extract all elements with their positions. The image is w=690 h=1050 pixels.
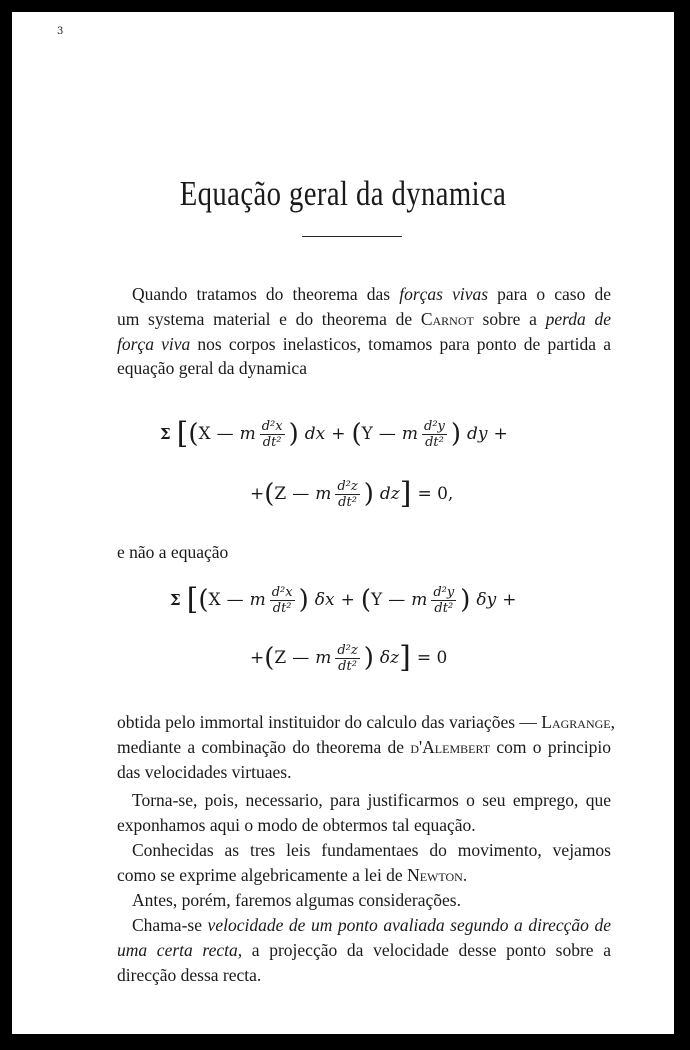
book-page (12, 12, 674, 1034)
fraction: $\frac{\text{d²z}}{\text{dt²}}$ (337, 642, 358, 674)
text-line: como se exprime algebricamente a lei de Newton. (117, 864, 468, 885)
equation-2-line-1: Σ [ ( X — m $\frac{\text{d²x}}{\text{dt²}}$ ) δx + ( Y — m $\frac{\text{d²y}}{\text{dt²}}$ ) δy + (170, 582, 517, 617)
text-line: equação geral da dynamica (117, 358, 307, 379)
paragraph-between: e não a equação (117, 542, 229, 562)
text-line: Torna-se, pois, necessario, para justificarmos o seu emprego, que (132, 790, 611, 810)
title-divider (302, 236, 402, 237)
text-line: força viva nos corpos inelasticos, tomamos para ponto de partida a (117, 333, 611, 354)
page-marker: 3 (57, 26, 64, 37)
paragraph-intro (117, 282, 611, 381)
text-line: mediante a combinação do theorema de d'Alembert com o principio (117, 736, 611, 757)
paragraph-newton (117, 838, 611, 888)
sigma-symbol: Σ (160, 425, 171, 443)
text-line: Quando tratamos do theorema das forças vivas para o caso de (132, 284, 611, 304)
text-line: Chama-se velocidade de um ponto avaliada segundo a direcção de (132, 915, 611, 935)
fraction: $\frac{\text{d²x}}{\text{dt²}}$ (261, 418, 283, 450)
text-line: direcção dessa recta. (117, 964, 262, 985)
fraction: $\frac{\text{d²y}}{\text{dt²}}$ (433, 584, 455, 616)
equation-2-line-2: + ( Z — m $\frac{\text{d²z}}{\text{dt²}}$ ) δz ] = 0 (250, 640, 448, 675)
fraction: $\frac{\text{d²y}}{\text{dt²}}$ (424, 418, 445, 450)
equation-1-line-2: + ( Z — m $\frac{\text{d²z}}{\text{dt²}}$ ) dz ] = 0, (250, 476, 454, 511)
page-title: Equação geral da dynamica (179, 174, 507, 213)
text-line: exponhamos aqui o modo de obtermos tal equação. (117, 814, 476, 835)
text-line: Antes, porém, faremos algumas considerações. (132, 890, 461, 910)
paragraph-lagrange (117, 710, 616, 784)
text-line: Conhecidas as tres leis fundamentaes do movimento, vejamos (132, 840, 611, 860)
text-line: das velocidades virtuaes. (117, 761, 292, 782)
var-z: Z (274, 484, 287, 504)
fraction: $\frac{\text{d²x}}{\text{dt²}}$ (271, 584, 293, 616)
text-line: um systema material e do theorema de Carnot sobre a perda de (117, 308, 611, 329)
text-line: obtida pelo immortal instituidor do calculo das variações — Lagrange, (117, 712, 616, 732)
fraction: $\frac{\text{d²z}}{\text{dt²}}$ (337, 478, 358, 510)
var-x: X (198, 424, 211, 444)
paragraph-considerations (117, 888, 611, 913)
var-y: Y (361, 424, 373, 444)
paragraph-definition (117, 913, 611, 987)
text-line: uma certa recta, a projecção da velocidade desse ponto sobre a (117, 939, 612, 960)
equation-1-line-1: Σ [ ( X — m $\frac{\text{d²x}}{\text{dt²}}$ ) dx + ( Y — m $\frac{\text{d²y}}{\text{dt²}}$ ) dy + (160, 416, 508, 451)
paragraph-justify (117, 788, 611, 838)
